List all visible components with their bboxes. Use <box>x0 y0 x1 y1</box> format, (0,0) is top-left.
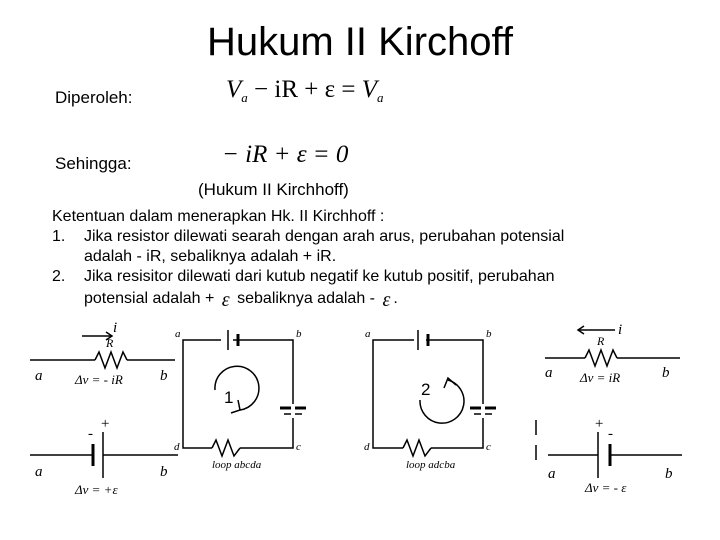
label-diperoleh: Diperoleh: <box>55 88 133 107</box>
resistor-label: R <box>106 336 114 350</box>
rules-heading: Ketentuan dalam menerapkan Hk. II Kirchhoff : <box>52 208 385 225</box>
rules-list <box>52 207 672 309</box>
node-label: a <box>35 464 43 480</box>
rule-1-line-1: 1. Jika resistor dilewati searah dengan arah arus, perubahan potensial <box>52 228 565 245</box>
current-label: i <box>113 320 118 336</box>
equation-2: − iR + ε = 0 <box>222 141 349 168</box>
delta-v-label: Δv = +ε <box>75 482 118 497</box>
node-label: a <box>548 466 556 482</box>
node-label: b <box>296 328 302 340</box>
polarity-label: - <box>88 426 93 442</box>
polarity-label: + <box>100 416 111 432</box>
rule-2-line-2: potensial adalah + ε sebaliknya adalah - ε . <box>84 289 398 311</box>
loop-2-caption: loop adcba <box>406 459 456 471</box>
loop-1-caption: loop abcda <box>212 459 262 471</box>
label-sehingga: Sehingga: <box>55 154 132 173</box>
delta-v-label: Δv = - iR <box>75 372 123 387</box>
loop-direction-icon <box>444 378 456 388</box>
battery-diagram-left <box>30 432 178 478</box>
battery-diagram-right <box>548 432 682 478</box>
equation-1: $V_a$ − iR + $\varepsilon = V_a$ <box>226 76 384 105</box>
resistor-label: R <box>597 334 605 348</box>
current-label: i <box>618 322 623 338</box>
node-label: a <box>545 365 553 381</box>
node-label: b <box>160 368 168 384</box>
resistor-diagram-right <box>545 326 680 366</box>
node-label: a <box>175 328 181 340</box>
circuit-diagrams <box>0 300 720 540</box>
node-label: b <box>662 365 670 381</box>
epsilon-symbol: ε <box>221 289 230 311</box>
resistor-diagram-left <box>30 332 175 368</box>
page-title: Hukum II Kirchoff <box>206 20 514 64</box>
node-label: c <box>296 441 301 453</box>
polarity-label: - <box>608 426 613 442</box>
node-label: c <box>486 441 491 453</box>
polarity-label: + <box>594 416 605 432</box>
loop-2-number: 2 <box>421 380 431 399</box>
loop-1-number: 1 <box>224 388 234 407</box>
node-label: d <box>174 441 180 453</box>
rule-2-line-1: 2. Jika resisitor dilewati dari kutub negatif ke kutub positif, perubahan <box>52 268 555 285</box>
delta-v-label: Δv = - ε <box>585 480 627 495</box>
node-label: b <box>665 466 673 482</box>
kirchhoff-note: (Hukum II Kirchhoff) <box>198 180 349 199</box>
epsilon-symbol: ε <box>382 289 391 311</box>
delta-v-label: Δv = iR <box>580 370 621 385</box>
rule-1-line-2: adalah - iR, sebaliknya adalah + iR. <box>84 248 337 265</box>
node-label: a <box>35 368 43 384</box>
node-label: b <box>160 464 168 480</box>
loop-1-circuit <box>183 330 306 456</box>
loop-2-circuit <box>373 330 496 456</box>
node-label: b <box>486 328 492 340</box>
node-label: d <box>364 441 370 453</box>
node-label: a <box>365 328 371 340</box>
